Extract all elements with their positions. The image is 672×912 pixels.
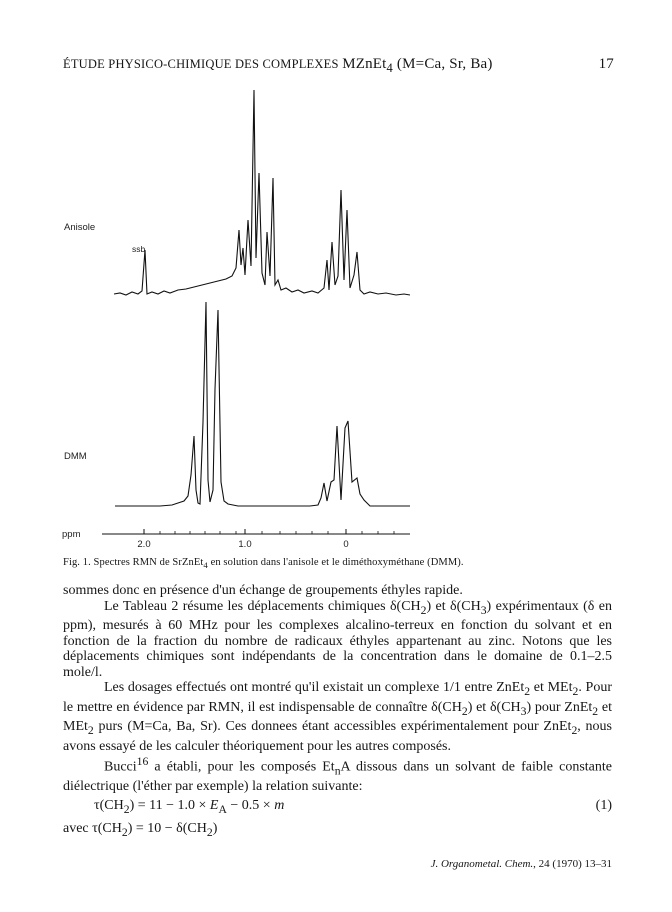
label-anisole: Anisole <box>64 222 96 233</box>
ppm-tick-label: 0 <box>343 539 349 550</box>
paragraph-2: Le Tableau 2 résume les déplacements chimiques $\delta(CH_2)$ et $\delta(CH_3)$ expérimentaux (δ en ppm), mesurés à 60 MHz pour les complexes alcalino-terreux en fonction du solvant et en fonction de la fraction du nombre de radicaux éthyles appartenant au zinc. Notons que les déplacements chimiques sont indépendants de la concentration dans le domaine de 0.1–2.5 mole/l. <box>63 598 612 680</box>
label-ssb: ssb <box>132 244 146 254</box>
figure-caption: Fig. 1. Spectres RMN de SrZnEt$_4$ en solution dans l'anisole et le diméthoxyméthane (DMM). <box>63 557 464 571</box>
running-header <box>63 56 614 78</box>
journal-footer: J. Organometal. Chem., 24 (1970) 13–31 <box>430 858 612 870</box>
label-ppm: ppm <box>62 529 81 540</box>
paragraph-4: Bucci$^{16}$ a établi, pour les composés $Et_nA$ dissous dans un solvant de faible constante diélectrique (l'éther par exemple) la relation suivante: <box>63 755 612 795</box>
ppm-tick-label: 1.0 <box>238 539 252 550</box>
anisole-spectrum-trace <box>114 90 410 295</box>
header-title-prefix: ÉTUDE PHYSICO-CHIMIQUE DES COMPLEXES <box>63 57 339 71</box>
label-dmm: DMM <box>64 451 87 462</box>
page-number: 17 <box>598 56 614 72</box>
paragraph-1: sommes donc en présence d'un échange de groupements éthyles rapide. <box>63 583 463 598</box>
avec-line: avec $\tau(CH_2) = 10 - \delta(CH_2)$ <box>63 821 218 839</box>
ppm-tick-group <box>137 529 348 550</box>
reference-16: 16 <box>136 755 149 769</box>
paragraph-3: Les dosages effectués ont montré qu'il existait un complexe 1/1 entre ZnEt$_2$ et MEt$_2$. Pour le mettre en évidence par RMN, il est indispensable de connaître $\delta(CH_2)$ et $\delta(CH_3)$ pour ZnEt$_2$ et MEt$_2$ purs (M=Ca, Ba, Sr). Ces donnees étant accessibles expérimentalement pour ZnEt$_2$, nous avons essayé de les calculer théoriquement pour les autres composés. <box>63 680 613 754</box>
dmm-spectrum-trace <box>115 302 410 506</box>
equation-number: (1) <box>595 798 612 813</box>
body-text <box>63 583 612 795</box>
header-title-formula: MZnEt$_4$ (M=Ca, Sr, Ba) <box>342 56 493 75</box>
equation-1: $\tau(CH_2) = 11 - 1.0 \times E_A - 0.5 \times m$ (1) <box>94 798 612 816</box>
nmr-spectra-figure <box>60 80 420 550</box>
ppm-tick-label: 2.0 <box>137 539 151 550</box>
